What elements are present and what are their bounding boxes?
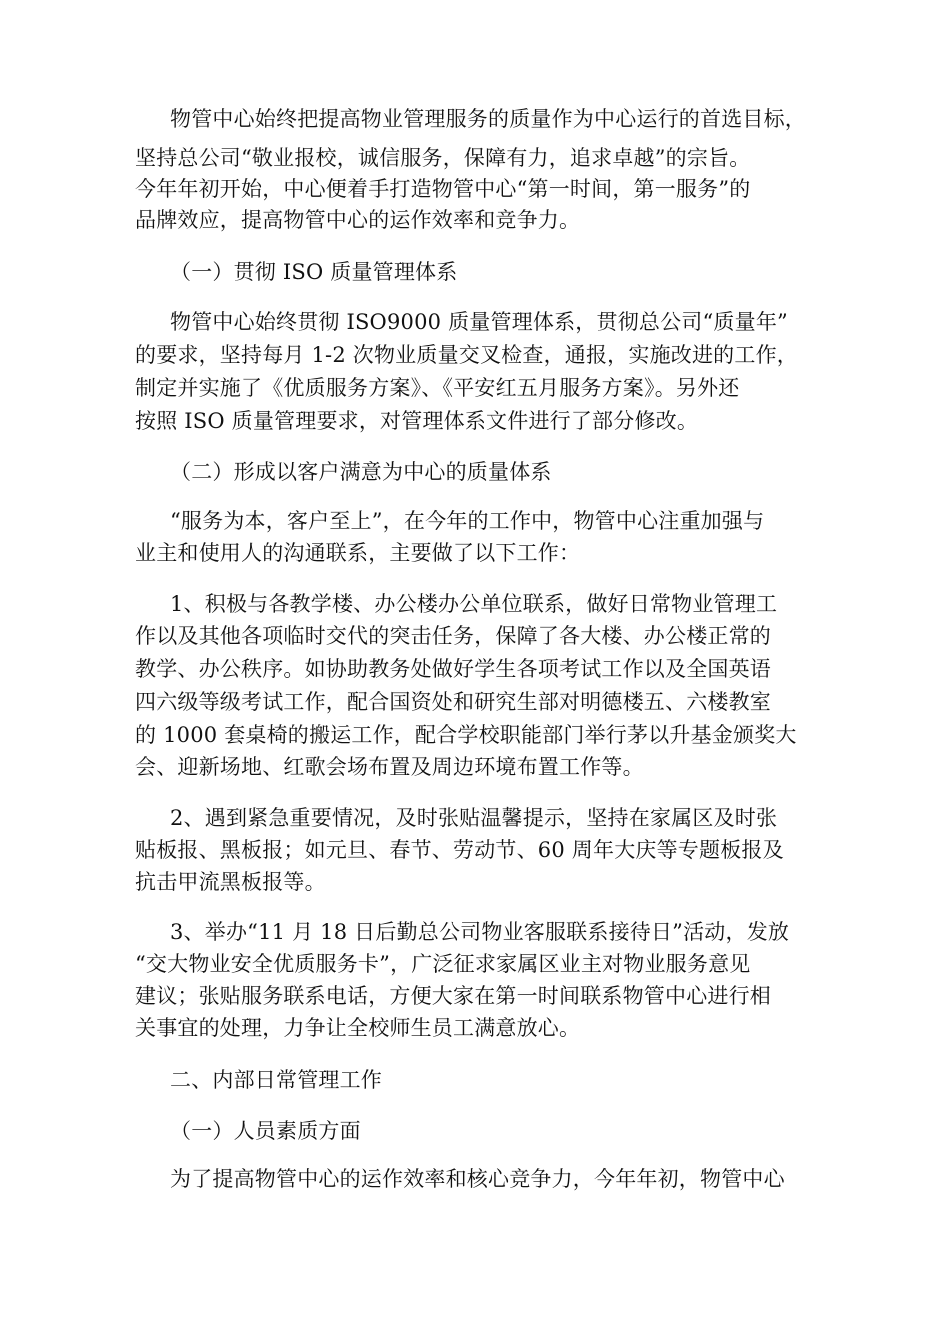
text-line: 今年年初开始，中心便着手打造物管中心“第一时间，第一服务”的	[135, 177, 751, 201]
text-line: “交大物业安全优质服务卡”，广泛征求家属区业主对物业服务意见	[135, 952, 751, 976]
text-line: 建议；张贴服务联系电话，方便大家在第一时间联系物管中心进行相	[135, 984, 771, 1008]
section-heading-iso: （一）贯彻 ISO 质量管理体系	[170, 260, 458, 284]
text-line: 坚持总公司“敬业报校，诚信服务，保障有力，追求卓越”的宗旨。	[135, 146, 751, 170]
text-line: 教学、办公秩序。如协助教务处做好学生各项考试工作以及全国英语	[135, 657, 771, 681]
text-line: 物管中心始终贯彻 ISO9000 质量管理体系，贯彻总公司“质量年”	[170, 310, 788, 334]
text-line: 物管中心始终把提高物业管理服务的质量作为中心运行的首选目标，	[170, 107, 806, 131]
section-heading-staff-quality: （一）人员素质方面	[170, 1119, 361, 1143]
section-heading-customer-satisfaction: （二）形成以客户满意为中心的质量体系	[170, 460, 552, 484]
text-line: 的 1000 套桌椅的搬运工作，配合学校职能部门举行茅以升基金颁奖大	[135, 723, 797, 747]
text-line: 抗击甲流黑板报等。	[135, 870, 326, 894]
text-line: “服务为本，客户至上”，在今年的工作中，物管中心注重加强与	[170, 509, 765, 533]
text-line: 品牌效应，提高物管中心的运作效率和竞争力。	[135, 208, 581, 232]
text-line: 为了提高物管中心的运作效率和核心竞争力，今年年初，物管中心	[170, 1167, 785, 1191]
text-line: 会、迎新场地、红歌会场布置及周边环境布置工作等。	[135, 755, 644, 779]
text-line: 按照 ISO 质量管理要求，对管理体系文件进行了部分修改。	[135, 409, 699, 433]
text-line: 的要求，坚持每月 1-2 次物业质量交叉检查，通报，实施改进的工作，	[135, 343, 798, 367]
text-line: 业主和使用人的沟通联系，主要做了以下工作：	[135, 541, 581, 565]
section-heading-internal-management: 二、内部日常管理工作	[170, 1068, 382, 1092]
text-line: 四六级等级考试工作，配合国资处和研究生部对明德楼五、六楼教室	[135, 690, 771, 714]
text-line: 关事宜的处理，力争让全校师生员工满意放心。	[135, 1016, 581, 1040]
text-line: 3、举办“11 月 18 日后勤总公司物业客服联系接待日”活动，发放	[170, 920, 790, 944]
text-line: 1、积极与各教学楼、办公楼办公单位联系，做好日常物业管理工	[170, 592, 778, 616]
text-line: 制定并实施了《优质服务方案》、《平安红五月服务方案》。另外还	[135, 376, 740, 400]
text-line: 作以及其他各项临时交代的突击任务，保障了各大楼、办公楼正常的	[135, 624, 771, 648]
text-line: 贴板报、黑板报；如元旦、春节、劳动节、60 周年大庆等专题板报及	[135, 838, 784, 862]
text-line: 2、遇到紧急重要情况，及时张贴温馨提示，坚持在家属区及时张	[170, 806, 778, 830]
